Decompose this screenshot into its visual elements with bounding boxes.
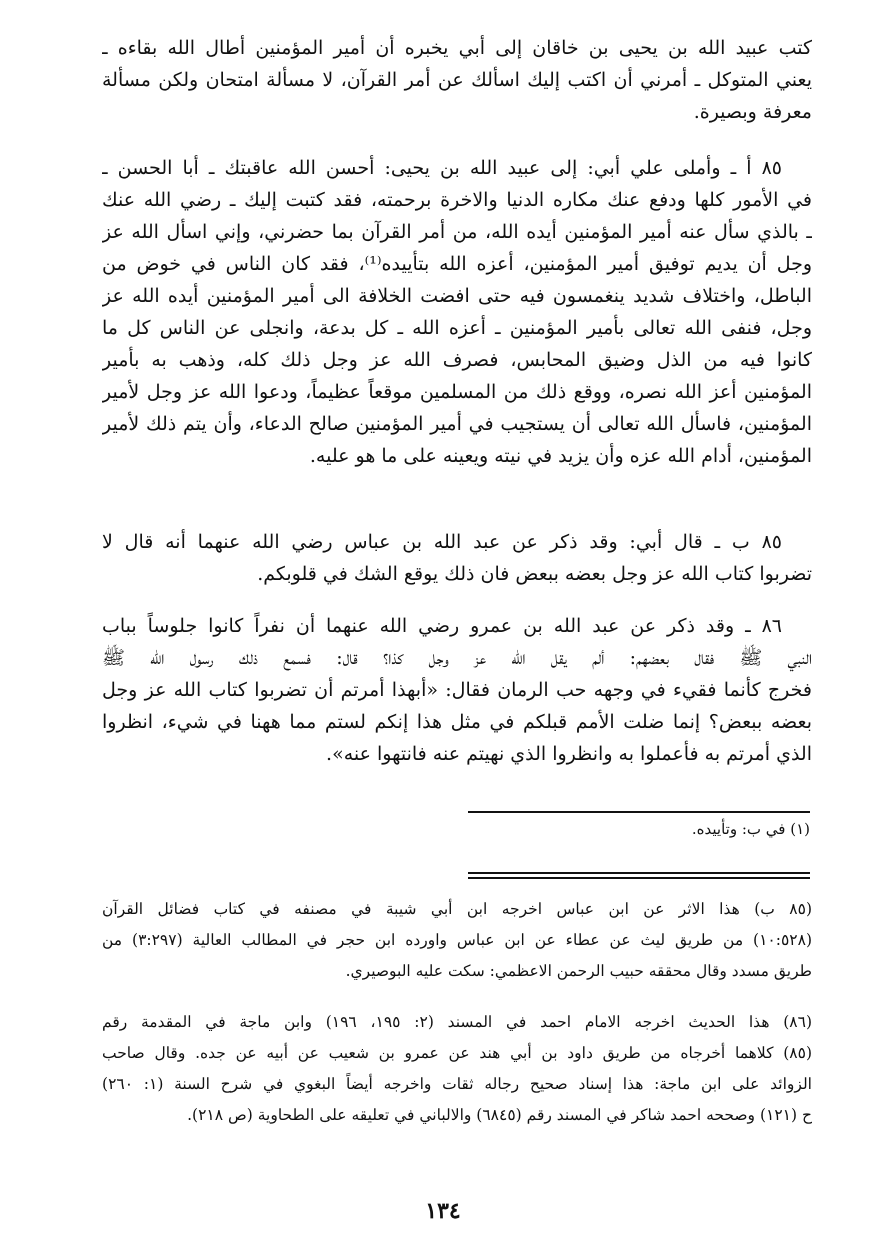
commentary-divider bbox=[468, 872, 810, 879]
text-line: كانوا فيه من الذل وضيق المحابس، فصرف الله عز وجل ذلك كله، وذهب به بأمير bbox=[102, 349, 812, 371]
text-line: (٨٦) هذا الحديث اخرجه الامام احمد في المسند (٢: ١٩٥، ١٩٦) وابن ماجة في المقدمة رقم bbox=[102, 1013, 812, 1031]
main-text bbox=[102, 32, 812, 128]
paragraph-86 bbox=[102, 610, 812, 770]
paragraph-intro bbox=[102, 32, 812, 128]
text-line: كتب عبيد الله بن يحيى بن خاقان إلى أبي يخبره أن أمير المؤمنين أطال الله بقاءه ـ bbox=[102, 37, 812, 59]
text-line: المؤمنين، أدام الله عزه وأن يزيد في نيته ويعينه على ما هو عليه. bbox=[309, 445, 812, 467]
text-line: ـ بالذي سأل عنه أمير المؤمنين أيده الله، من أمر القرآن بما حضرني، وإني اسأل الله عز bbox=[102, 221, 812, 243]
commentary-85b bbox=[102, 894, 812, 987]
text-line: فخرج كأنما فقيء في وجهه حب الرمان فقال: «أبهذا أمرتم أن تضربوا كتاب الله عز وجل bbox=[102, 679, 812, 701]
text-line: يعني المتوكل ـ أمرني أن اكتب إليك اسألك عن أمر القرآن، لا مسألة امتحان ولكن مسألة bbox=[102, 69, 812, 91]
text-line: الذي أمرتم به فأعملوا به وانظروا الذي نهيتم عنه فانتهوا عنه». bbox=[326, 743, 812, 765]
text-line: ٨٦ ـ وقد ذكر عن عبد الله بن عمرو رضي الله عنهما أن نفراً كانوا جلوساً بباب bbox=[102, 615, 782, 637]
text-line: (١٠:٥٢٨) من طريق ليث عن عطاء عن ابن عباس واورده ابن حجر في المطالب العالية (٣:٢٩٧) من bbox=[102, 931, 812, 949]
text-line: المؤمنين أعز الله نصره، ووقع ذلك من المسلمين موقعاً عظيماً، ودعوا الله عز وجل لأمير bbox=[102, 381, 812, 403]
text-line: (٨٥ ب) هذا الاثر عن ابن عباس اخرجه ابن أبي شيبة في مصنفه في كتاب فضائل القرآن bbox=[102, 900, 812, 918]
text-line: (٨٥) كلاهما أخرجاه من طريق داود بن أبي هند عن عمرو بن شعيب عن أبيه عن جده. وقال صاحب bbox=[102, 1044, 812, 1062]
footnote-1: (١) في ب: وتأييده. bbox=[691, 820, 810, 838]
text-line: ٨٥ ب ـ قال أبي: وقد ذكر عن عبد الله بن عباس رضي الله عنهما أنه قال لا bbox=[102, 531, 782, 553]
text-line: وجل، فنفى الله تعالى بأمير المؤمنين ـ أعزه الله ـ كل بدعة، وانجلى عن الناس كل ما bbox=[102, 317, 812, 339]
text-line: في الأمور كلها ودفع عنك مكاره الدنيا والاخرة برحمته، فقد كتبت إليك ـ رضي الله عنك bbox=[102, 189, 812, 211]
paragraph-85a bbox=[102, 152, 812, 472]
text-line: المؤمنين، فاسأل الله تعالى أن يستجيب في أمير المؤمنين صالح الدعاء، وأن يتم ذلك لأمير bbox=[102, 413, 812, 435]
text-line: تضربوا كتاب الله عز وجل بعضه ببعض فان ذلك يوقع الشك في قلوبكم. bbox=[257, 563, 812, 585]
footnote-divider bbox=[468, 811, 810, 813]
text-line: ح (١٢١) وصححه احمد شاكر في المسند رقم (٦٨٤٥) والالباني في تعليقه على الطحاوية (ص ٢١٨). bbox=[187, 1106, 812, 1124]
page-number: ١٣٤ bbox=[425, 1198, 461, 1224]
text-line: النبي ﷺ فقال بعضهم: ألم يقل الله عز وجل كذا؟ قال: فسمع ذلك رسول الله ﷺ bbox=[102, 647, 812, 669]
text-line: وجل أن يديم توفيق أمير المؤمنين، أعزه الله بتأييده⁽¹⁾، فقد كان الناس في خوض من bbox=[102, 253, 812, 275]
paragraph-85b bbox=[102, 526, 812, 590]
text-line: طريق مسدد وقال محققه حبيب الرحمن الاعظمي: سكت عليه البوصيري. bbox=[345, 962, 812, 980]
text-line: معرفة وبصيرة. bbox=[693, 101, 812, 123]
text-line: ٨٥ أ ـ وأملى علي أبي: إلى عبيد الله بن يحيى: أحسن الله عاقبتك ـ أبا الحسن ـ bbox=[102, 157, 782, 179]
text-line: الزوائد على ابن ماجة: هذا إسناد صحيح رجاله ثقات واخرجه أيضاً البغوي في شرح السنة (١: ٢٦٠) bbox=[102, 1075, 812, 1093]
text-line: الباطل، واختلاف شديد ينغمسون فيه حتى افضت الخلافة الى أمير المؤمنين أيده الله عز bbox=[102, 285, 812, 307]
commentary-86 bbox=[102, 1007, 812, 1131]
text-line: بعضه ببعض؟ إنما ضلت الأمم قبلكم في مثل هذا إنكم لستم مما ههنا في شيء، انظروا bbox=[102, 711, 812, 733]
